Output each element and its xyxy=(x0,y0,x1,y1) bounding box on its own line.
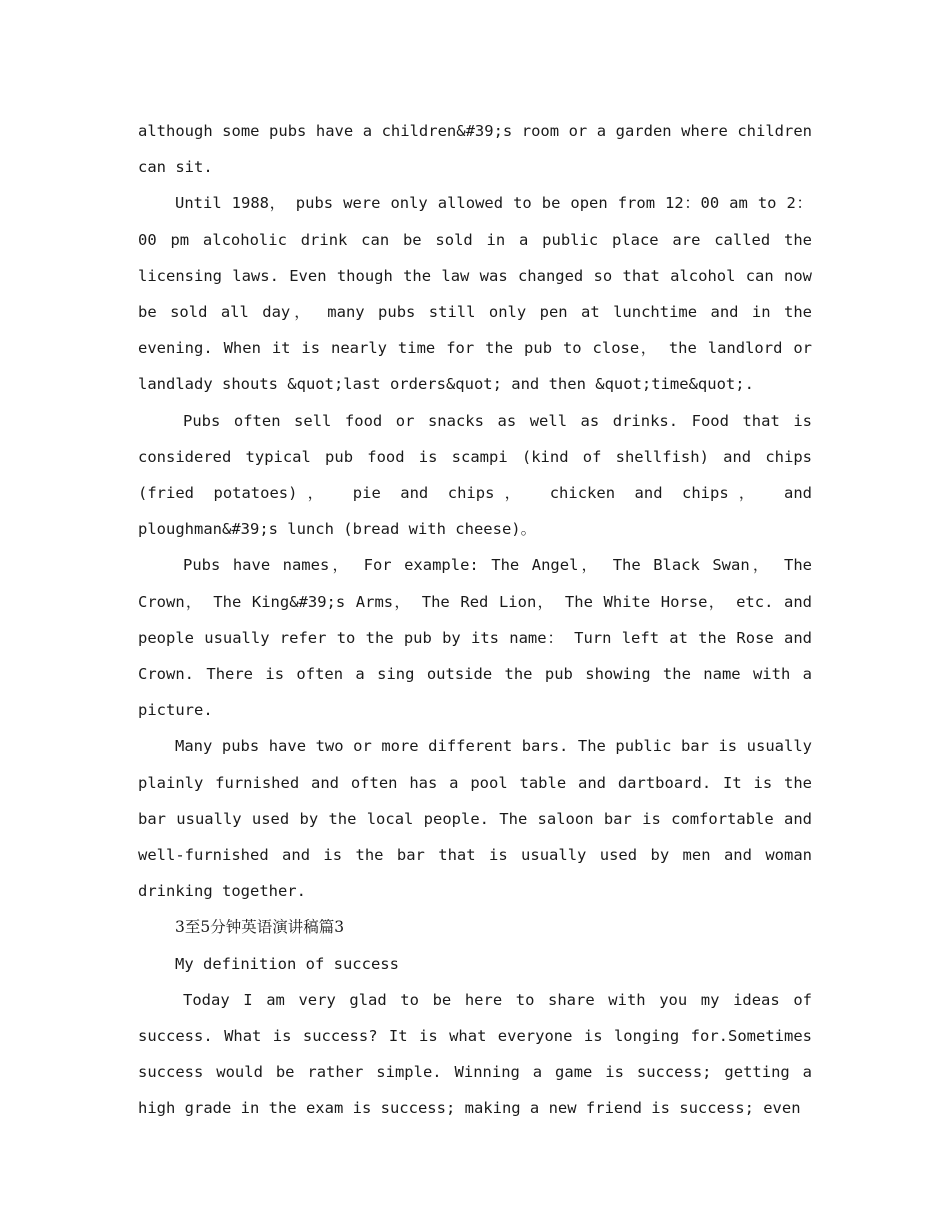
paragraph-pub-bars: Many pubs have two or more different bars. The public bar is usually plainly furnished and often has a pool table and dartboard. It is the bar usually used by the local people. The saloon bar is comfortable and well-furnished and is the bar that is usually used by men and woman drinking together. xyxy=(138,737,812,901)
speech-title: My definition of success xyxy=(175,954,399,973)
paragraph-licensing-laws: Until 1988， pubs were only allowed to be open from 12：00 am to 2：00 pm alcoholic drink can be sold in a public place are called the licensing laws. Even though the law was changed so that alcohol can now be sold all day， many pubs still only pen at lunchtime and in the evening. When it is nearly time for the pub to close， the landlord or landlady shouts &quot;last orders&quot; and then &quot;time&quot;. xyxy=(138,194,812,394)
paragraph-success: Today I am very glad to be here to share with you my ideas of success. What is success? It is what everyone is longing for.Sometimes success would be rather simple. Winning a game is success; getting a high grade in the exam is success; making a new friend is success; even xyxy=(138,990,812,1118)
paragraph-pub-food: Pubs often sell food or snacks as well as drinks. Food that is considered typical pub food is scampi (kind of shellfish) and chips (fried potatoes)， pie and chips， chicken and chips， and ploughman&#39;s lunch (bread with cheese)。 xyxy=(138,411,812,539)
paragraph-pub-names: Pubs have names， For example: The Angel， The Black Swan， The Crown， The King&#39;s Arms， The Red Lion， The White Horse， etc. and people usually refer to the pub by its name： Turn left at the Rose and Crown. There is often a sing outside the pub showing the name with a picture. xyxy=(138,556,812,720)
document-body xyxy=(138,113,812,1127)
section-heading: 3至5分钟英语演讲稿篇3 xyxy=(175,918,345,937)
paragraph-pubs-children: although some pubs have a children&#39;s room or a garden where children can sit. xyxy=(138,122,812,177)
